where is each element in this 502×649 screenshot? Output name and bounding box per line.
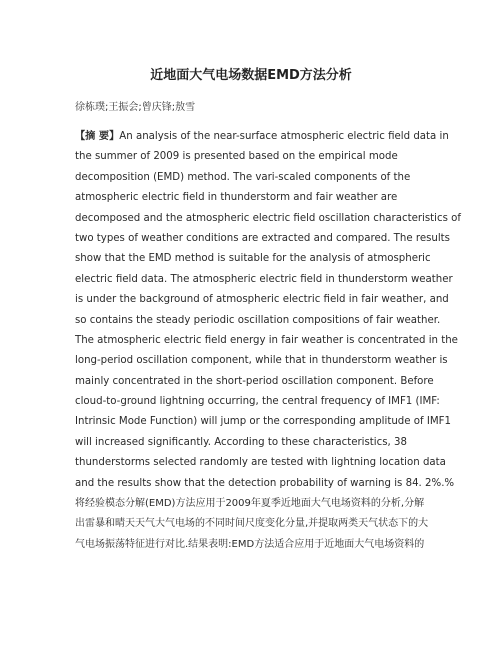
abstract-line: and the results show that the detection probability of warning is 84. 2%.% <box>75 477 455 489</box>
abstract-line: so contains the steady periodic oscillation compositions of fair weather. <box>75 314 441 326</box>
abstract-line: mainly concentrated in the short-period oscillation component. Before <box>75 375 434 387</box>
abstract-line: two types of weather conditions are extracted and compared. The results <box>75 232 450 244</box>
abstract-line <box>75 127 449 147</box>
abstract-line: The atmospheric electric field energy in fair weather is concentrated in the <box>75 334 458 346</box>
abstract-line: the summer of 2009 is presented based on the empirical mode <box>75 151 398 163</box>
abstract-line: is under the background of atmospheric electric field in fair weather, and <box>75 294 449 306</box>
abstract-line: electric field data. The atmospheric electric field in thunderstorm weather <box>75 273 453 285</box>
abstract-line: decomposition (EMD) method. The vari-scaled components of the <box>75 171 411 183</box>
abstract-line: long-period oscillation component, while that in thunderstorm weather is <box>75 355 448 367</box>
abstract-line: atmospheric electric field in thunderstorm and fair weather are <box>75 192 398 204</box>
abstract-line-chinese: 气电场振荡特征进行对比.结果表明:EMD方法适合应用于近地面大气电场资料的 <box>75 538 425 550</box>
abstract-line-chinese: 出雷暴和晴天天气大气电场的不同时间尺度变化分量,并提取两类天气状态下的大 <box>75 518 429 530</box>
abstract-line: decomposed and the atmospheric electric field oscillation characteristics of <box>75 212 461 224</box>
abstract-line: Intrinsic Mode Function) will jump or the corresponding amplitude of IMF1 <box>75 416 451 428</box>
paper-title: 近地面大气电场数据EMD方法分析 <box>150 68 352 83</box>
abstract-line: show that the EMD method is suitable for the analysis of atmospheric <box>75 253 431 265</box>
abstract-text: An analysis of the near-surface atmospheric electric field data in <box>119 131 449 142</box>
abstract-line: will increased significantly. According to these characteristics, 38 <box>75 436 407 448</box>
abstract-line-chinese: 将经验模态分解(EMD)方法应用于2009年夏季近地面大气电场资料的分析,分解 <box>75 498 425 510</box>
abstract-line: cloud-to-ground lightning occurring, the central frequency of IMF1 (IMF: <box>75 396 440 408</box>
author-list: 徐栋璞;王振会;曾庆锋;敖雪 <box>75 102 196 113</box>
abstract-block <box>75 127 461 555</box>
abstract-line: thunderstorms selected randomly are tested with lightning location data <box>75 457 446 469</box>
abstract-label: 【摘 要】 <box>75 131 120 142</box>
